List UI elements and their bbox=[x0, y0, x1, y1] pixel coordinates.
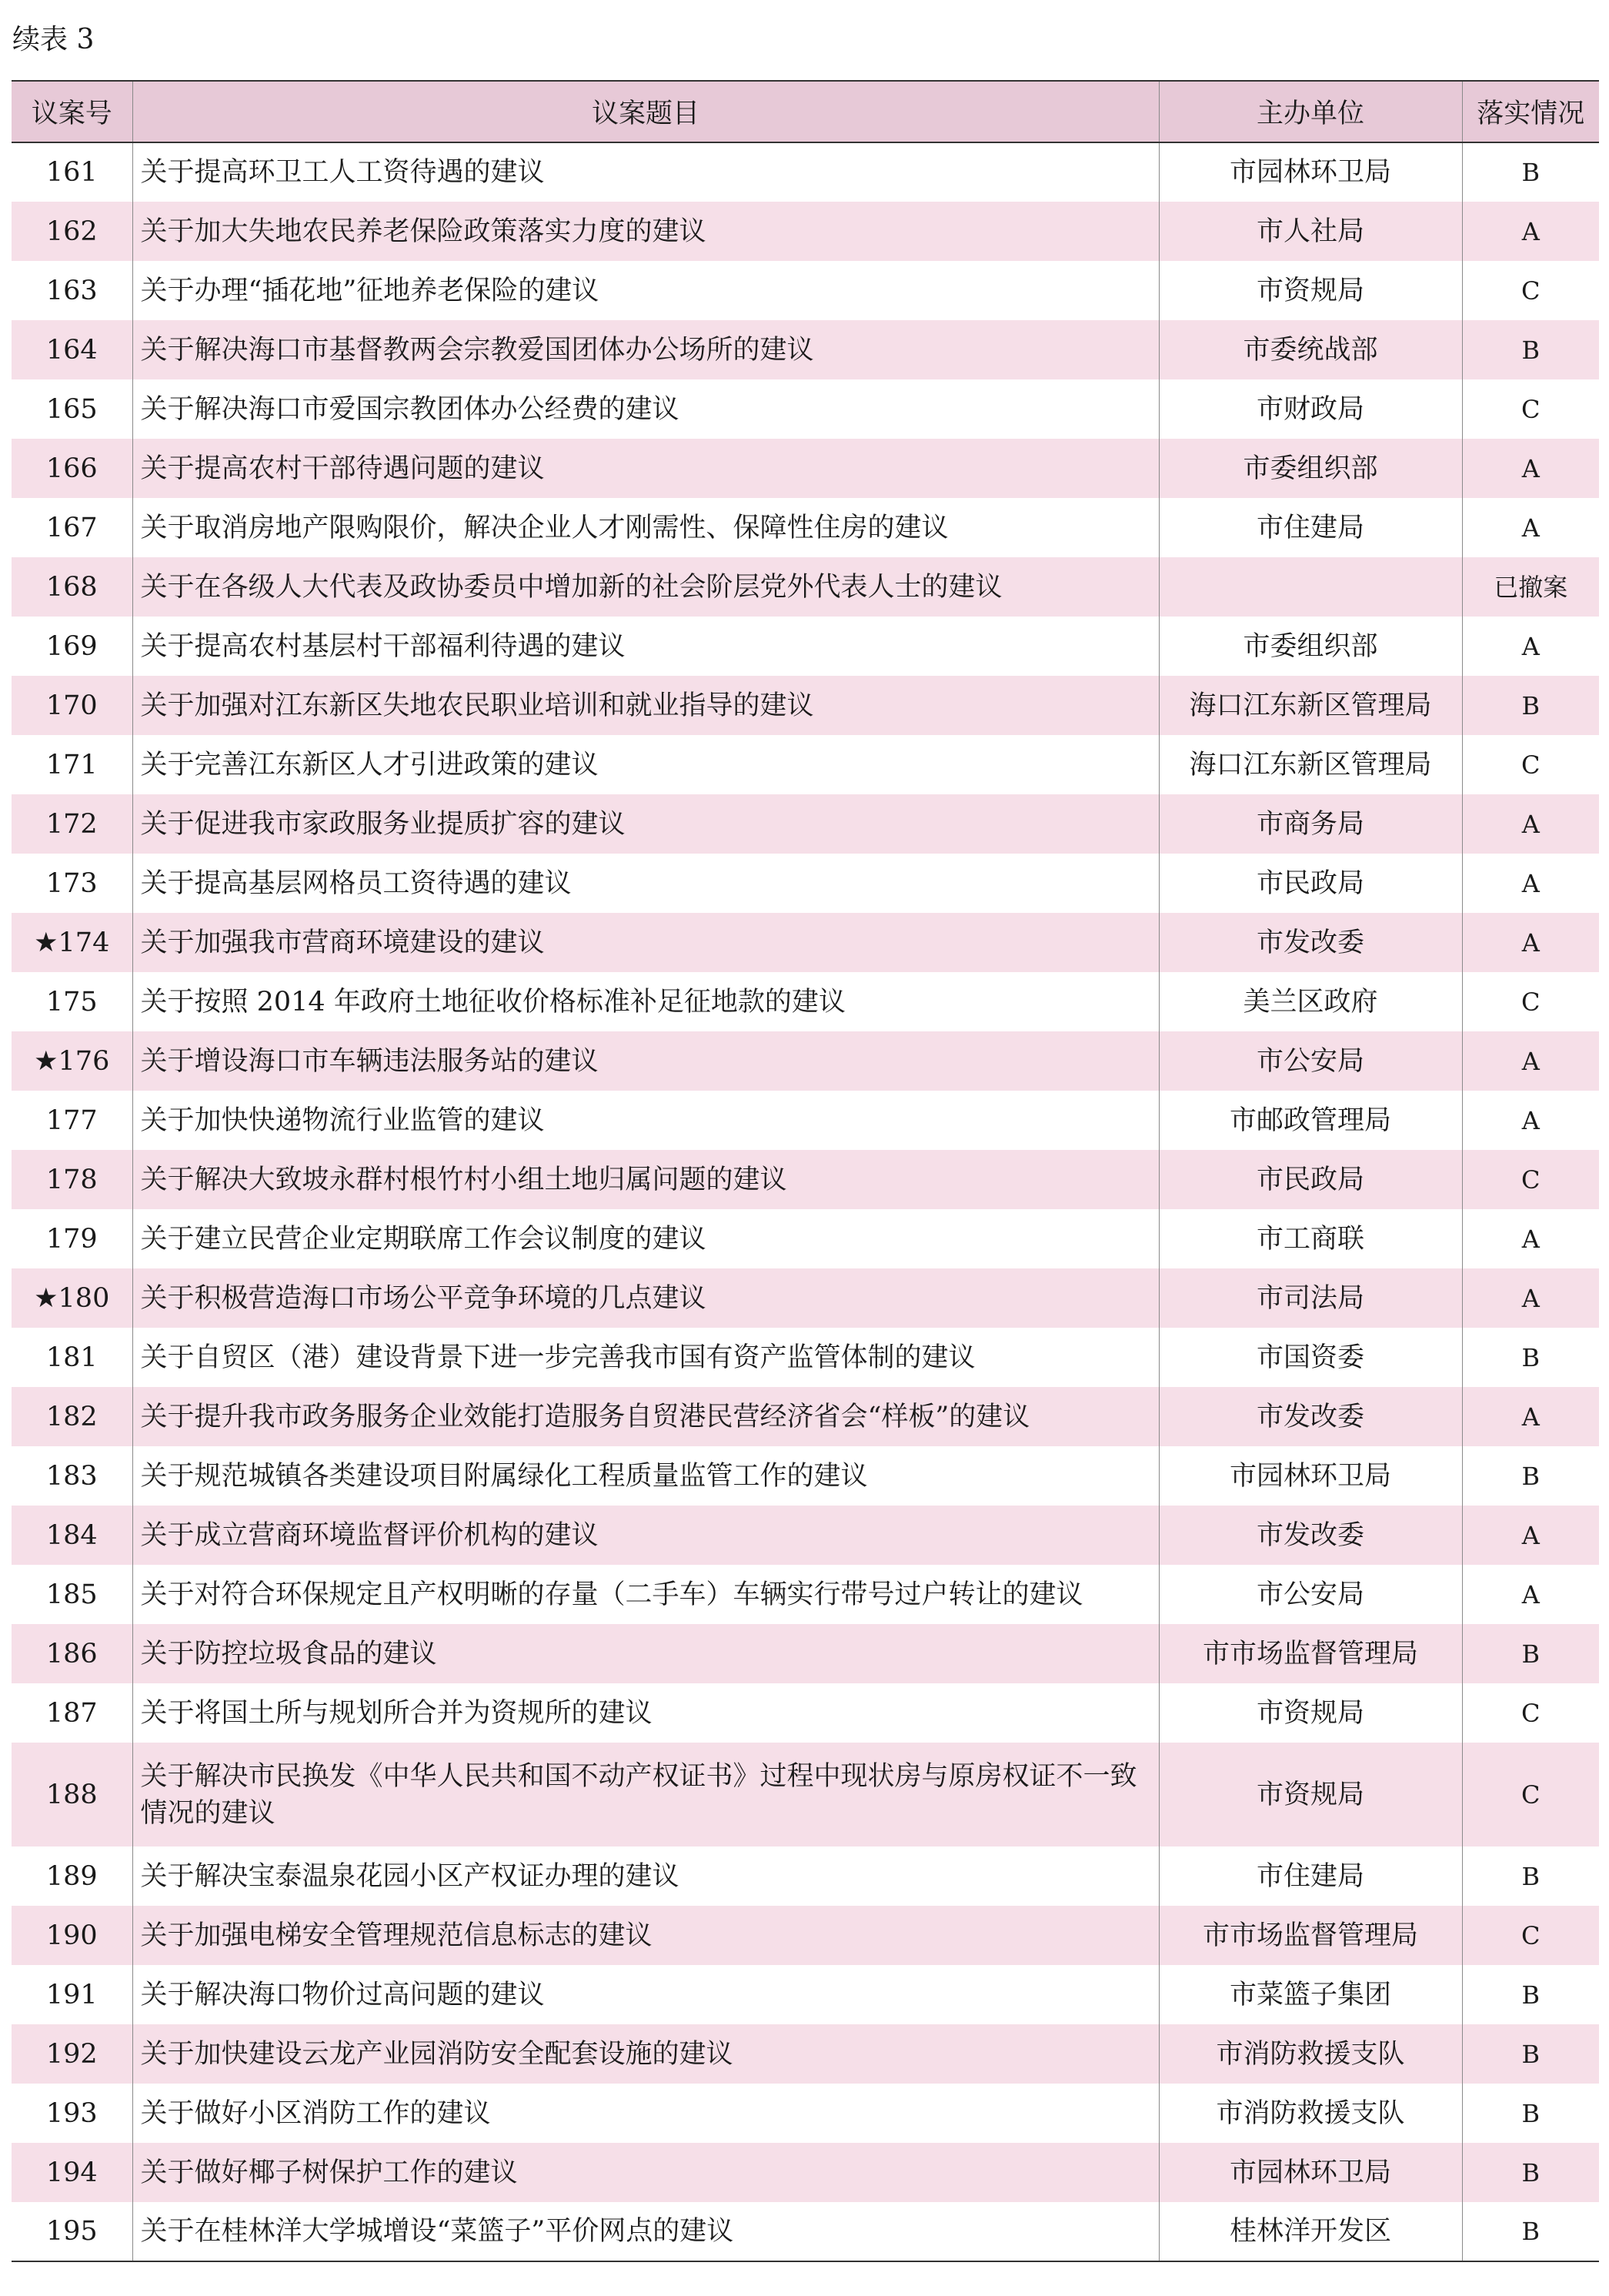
table-row bbox=[12, 972, 1599, 1031]
header-implementation-status: 落实情况 bbox=[1462, 81, 1599, 142]
proposal-title-cell: 关于按照 2014 年政府土地征收价格标准补足征地款的建议 bbox=[132, 972, 1159, 1031]
proposal-number-cell: 177 bbox=[45, 1105, 98, 1136]
host-unit-cell: 市住建局 bbox=[1159, 1846, 1462, 1906]
table-header-row bbox=[12, 81, 1599, 142]
host-unit-cell: 市消防救援支队 bbox=[1159, 2084, 1462, 2143]
proposal-number-cell: 185 bbox=[45, 1579, 98, 1610]
host-unit-cell: 市委组织部 bbox=[1159, 439, 1462, 498]
proposal-number-cell: 161 bbox=[45, 157, 98, 188]
proposal-number-cell: ★174 bbox=[34, 927, 110, 958]
proposal-title-cell: 关于提高基层网格员工资待遇的建议 bbox=[132, 854, 1159, 913]
table-body bbox=[12, 142, 1599, 2261]
table-row bbox=[12, 2024, 1599, 2084]
status-cell: A bbox=[1462, 1268, 1599, 1328]
proposal-title-cell: 关于解决海口市爱国宗教团体办公经费的建议 bbox=[132, 379, 1159, 439]
table-row bbox=[12, 1209, 1599, 1268]
header-proposal-title: 议案题目 bbox=[132, 81, 1159, 142]
status-cell: C bbox=[1462, 1150, 1599, 1209]
proposal-number-cell: 171 bbox=[45, 749, 98, 780]
table-row bbox=[12, 735, 1599, 794]
proposal-number-cell: ★176 bbox=[34, 1045, 110, 1077]
host-unit-cell: 海口江东新区管理局 bbox=[1159, 676, 1462, 735]
table-row bbox=[12, 1565, 1599, 1624]
proposal-title-cell: 关于解决宝泰温泉花园小区产权证办理的建议 bbox=[132, 1846, 1159, 1906]
host-unit-cell: 市商务局 bbox=[1159, 794, 1462, 854]
status-cell: C bbox=[1462, 735, 1599, 794]
proposal-title-cell: 关于办理“插花地”征地养老保险的建议 bbox=[132, 261, 1159, 320]
status-cell: C bbox=[1462, 1906, 1599, 1965]
proposal-number-cell: 184 bbox=[45, 1519, 98, 1551]
proposal-number-cell: 166 bbox=[45, 453, 98, 484]
table-row bbox=[12, 379, 1599, 439]
host-unit-cell: 市住建局 bbox=[1159, 498, 1462, 557]
proposal-number-cell: 173 bbox=[45, 867, 98, 899]
proposal-title-cell: 关于提高环卫工人工资待遇的建议 bbox=[132, 142, 1159, 202]
proposal-number-cell: ★180 bbox=[34, 1282, 110, 1314]
proposal-title-cell: 关于建立民营企业定期联席工作会议制度的建议 bbox=[132, 1209, 1159, 1268]
proposal-number-cell: 172 bbox=[45, 808, 98, 840]
host-unit-cell: 市委组织部 bbox=[1159, 617, 1462, 676]
host-unit-cell: 市发改委 bbox=[1159, 913, 1462, 972]
proposal-title-cell: 关于对符合环保规定且产权明晰的存量（二手车）车辆实行带号过户转让的建议 bbox=[132, 1565, 1159, 1624]
status-cell: A bbox=[1462, 439, 1599, 498]
proposal-title-cell: 关于提升我市政务服务企业效能打造服务自贸港民营经济省会“样板”的建议 bbox=[132, 1387, 1159, 1446]
proposal-title-cell: 关于解决大致坡永群村根竹村小组土地归属问题的建议 bbox=[132, 1150, 1159, 1209]
table-row bbox=[12, 439, 1599, 498]
host-unit-cell: 市人社局 bbox=[1159, 202, 1462, 261]
status-cell: C bbox=[1462, 972, 1599, 1031]
proposal-title-cell: 关于解决海口市基督教两会宗教爱国团体办公场所的建议 bbox=[132, 320, 1159, 379]
proposal-number-cell: 182 bbox=[45, 1401, 98, 1432]
table-row bbox=[12, 202, 1599, 261]
proposal-number-cell: 178 bbox=[45, 1164, 98, 1195]
table-row bbox=[12, 1031, 1599, 1091]
table-row bbox=[12, 1743, 1599, 1846]
host-unit-cell: 海口江东新区管理局 bbox=[1159, 735, 1462, 794]
proposal-number-cell: 162 bbox=[45, 216, 98, 247]
proposal-number-cell: 187 bbox=[45, 1697, 98, 1729]
proposal-title-cell: 关于做好椰子树保护工作的建议 bbox=[132, 2143, 1159, 2202]
proposal-number-cell: 165 bbox=[45, 393, 98, 425]
host-unit-cell: 市资规局 bbox=[1159, 1683, 1462, 1743]
host-unit-cell: 市资规局 bbox=[1159, 1743, 1462, 1846]
proposal-title-cell: 关于解决海口物价过高问题的建议 bbox=[132, 1965, 1159, 2024]
proposal-title-cell: 关于加快快递物流行业监管的建议 bbox=[132, 1091, 1159, 1150]
proposal-title-cell: 关于提高农村干部待遇问题的建议 bbox=[132, 439, 1159, 498]
proposal-number-cell: 181 bbox=[45, 1342, 98, 1373]
host-unit-cell: 市园林环卫局 bbox=[1159, 142, 1462, 202]
table-row bbox=[12, 1150, 1599, 1209]
host-unit-cell: 市园林环卫局 bbox=[1159, 2143, 1462, 2202]
proposal-title-cell: 关于解决市民换发《中华人民共和国不动产权证书》过程中现状房与原房权证不一致情况的建议 bbox=[132, 1743, 1159, 1846]
status-cell: B bbox=[1462, 676, 1599, 735]
host-unit-cell: 市消防救援支队 bbox=[1159, 2024, 1462, 2084]
status-cell: A bbox=[1462, 1387, 1599, 1446]
proposal-title-cell: 关于完善江东新区人才引进政策的建议 bbox=[132, 735, 1159, 794]
proposal-number-cell: 163 bbox=[45, 275, 98, 306]
table-row bbox=[12, 617, 1599, 676]
proposal-number-cell: 170 bbox=[45, 690, 98, 721]
host-unit-cell: 市市场监督管理局 bbox=[1159, 1624, 1462, 1683]
proposal-number-cell: 189 bbox=[45, 1860, 98, 1892]
proposal-number-cell: 188 bbox=[45, 1779, 98, 1810]
status-cell: A bbox=[1462, 617, 1599, 676]
status-cell: A bbox=[1462, 1565, 1599, 1624]
proposal-number-cell: 190 bbox=[45, 1920, 98, 1951]
status-cell: B bbox=[1462, 2143, 1599, 2202]
proposal-number-cell: 179 bbox=[45, 1223, 98, 1255]
status-cell: A bbox=[1462, 1209, 1599, 1268]
status-cell: A bbox=[1462, 854, 1599, 913]
proposal-number-cell: 167 bbox=[45, 512, 98, 543]
status-cell: 已撤案 bbox=[1462, 557, 1599, 617]
header-host-unit: 主办单位 bbox=[1159, 81, 1462, 142]
proposal-number-cell: 183 bbox=[45, 1460, 98, 1492]
status-cell: B bbox=[1462, 320, 1599, 379]
proposal-number-cell: 168 bbox=[45, 571, 98, 603]
table-row bbox=[12, 557, 1599, 617]
host-unit-cell: 市发改委 bbox=[1159, 1387, 1462, 1446]
status-cell: A bbox=[1462, 1031, 1599, 1091]
proposal-title-cell: 关于提高农村基层村干部福利待遇的建议 bbox=[132, 617, 1159, 676]
status-cell: B bbox=[1462, 2024, 1599, 2084]
table-caption: 续表 3 bbox=[12, 24, 95, 55]
table-row bbox=[12, 1446, 1599, 1506]
table-row bbox=[12, 1624, 1599, 1683]
status-cell: A bbox=[1462, 1091, 1599, 1150]
table-row bbox=[12, 261, 1599, 320]
status-cell: B bbox=[1462, 1846, 1599, 1906]
host-unit-cell: 美兰区政府 bbox=[1159, 972, 1462, 1031]
table-row bbox=[12, 2084, 1599, 2143]
host-unit-cell: 市园林环卫局 bbox=[1159, 1446, 1462, 1506]
proposal-title-cell: 关于在各级人大代表及政协委员中增加新的社会阶层党外代表人士的建议 bbox=[132, 557, 1159, 617]
proposal-number-cell: 195 bbox=[12, 2202, 132, 2261]
status-cell: A bbox=[1462, 794, 1599, 854]
table-row bbox=[12, 320, 1599, 379]
status-cell: C bbox=[1462, 1683, 1599, 1743]
host-unit-cell: 市市场监督管理局 bbox=[1159, 1906, 1462, 1965]
status-cell: A bbox=[1462, 1506, 1599, 1565]
table-row bbox=[12, 1387, 1599, 1446]
status-cell: B bbox=[1462, 2202, 1599, 2261]
proposal-title-cell: 关于自贸区（港）建设背景下进一步完善我市国有资产监管体制的建议 bbox=[132, 1328, 1159, 1387]
proposal-number-cell: 194 bbox=[45, 2157, 98, 2188]
host-unit-cell: 市民政局 bbox=[1159, 1150, 1462, 1209]
status-cell: B bbox=[1462, 1624, 1599, 1683]
proposal-title-cell: 关于加大失地农民养老保险政策落实力度的建议 bbox=[132, 202, 1159, 261]
table-row bbox=[12, 1328, 1599, 1387]
proposal-title-cell: 关于规范城镇各类建设项目附属绿化工程质量监管工作的建议 bbox=[132, 1446, 1159, 1506]
proposal-title-cell: 关于积极营造海口市场公平竞争环境的几点建议 bbox=[132, 1268, 1159, 1328]
host-unit-cell: 市财政局 bbox=[1159, 379, 1462, 439]
proposal-title-cell: 关于加强我市营商环境建设的建议 bbox=[132, 913, 1159, 972]
proposal-number-cell: 192 bbox=[45, 2038, 98, 2070]
status-cell: B bbox=[1462, 1446, 1599, 1506]
host-unit-cell: 市民政局 bbox=[1159, 854, 1462, 913]
proposal-number-cell: 193 bbox=[45, 2097, 98, 2129]
host-unit-cell: 市委统战部 bbox=[1159, 320, 1462, 379]
proposal-number-cell: 191 bbox=[45, 1979, 98, 2010]
proposal-title-cell: 关于做好小区消防工作的建议 bbox=[132, 2084, 1159, 2143]
table-row bbox=[12, 498, 1599, 557]
status-cell: B bbox=[1462, 142, 1599, 202]
table-row bbox=[12, 1268, 1599, 1328]
proposal-number-cell: 169 bbox=[45, 630, 98, 662]
proposal-title-cell: 关于在桂林洋大学城增设“菜篮子”平价网点的建议 bbox=[132, 2202, 1159, 2261]
status-cell: A bbox=[1462, 202, 1599, 261]
table-row bbox=[12, 676, 1599, 735]
table-row bbox=[12, 1906, 1599, 1965]
host-unit-cell: 市司法局 bbox=[1159, 1268, 1462, 1328]
table-row bbox=[12, 1683, 1599, 1743]
status-cell: A bbox=[1462, 913, 1599, 972]
host-unit-cell: 市公安局 bbox=[1159, 1565, 1462, 1624]
table-row bbox=[12, 794, 1599, 854]
proposal-title-cell: 关于将国土所与规划所合并为资规所的建议 bbox=[132, 1683, 1159, 1743]
proposal-table bbox=[12, 80, 1599, 2262]
table-row bbox=[12, 1965, 1599, 2024]
host-unit-cell: 市公安局 bbox=[1159, 1031, 1462, 1091]
table-row bbox=[12, 2143, 1599, 2202]
table-row bbox=[12, 1846, 1599, 1906]
host-unit-cell: 市资规局 bbox=[1159, 261, 1462, 320]
table-row bbox=[12, 854, 1599, 913]
table-row bbox=[12, 1506, 1599, 1565]
host-unit-cell: 市邮政管理局 bbox=[1159, 1091, 1462, 1150]
status-cell: B bbox=[1462, 2084, 1599, 2143]
host-unit-cell: 市菜篮子集团 bbox=[1159, 1965, 1462, 2024]
proposal-title-cell: 关于加强电梯安全管理规范信息标志的建议 bbox=[132, 1906, 1159, 1965]
proposal-title-cell: 关于促进我市家政服务业提质扩容的建议 bbox=[132, 794, 1159, 854]
host-unit-cell: 市工商联 bbox=[1159, 1209, 1462, 1268]
table-row bbox=[12, 2202, 1599, 2261]
host-unit-cell bbox=[1159, 557, 1462, 617]
status-cell: C bbox=[1462, 379, 1599, 439]
host-unit-cell: 市国资委 bbox=[1159, 1328, 1462, 1387]
table-row bbox=[12, 142, 1599, 202]
host-unit-cell: 桂林洋开发区 bbox=[1159, 2202, 1462, 2261]
proposal-title-cell: 关于成立营商环境监督评价机构的建议 bbox=[132, 1506, 1159, 1565]
status-cell: C bbox=[1462, 261, 1599, 320]
header-proposal-number: 议案号 bbox=[12, 81, 132, 142]
table-row bbox=[12, 1091, 1599, 1150]
proposal-title-cell: 关于防控垃圾食品的建议 bbox=[132, 1624, 1159, 1683]
status-cell: B bbox=[1462, 1328, 1599, 1387]
status-cell: A bbox=[1462, 498, 1599, 557]
table-row bbox=[12, 913, 1599, 972]
proposal-title-cell: 关于加快建设云龙产业园消防安全配套设施的建议 bbox=[132, 2024, 1159, 2084]
proposal-number-cell: 164 bbox=[45, 334, 98, 366]
status-cell: C bbox=[1462, 1743, 1599, 1846]
host-unit-cell: 市发改委 bbox=[1159, 1506, 1462, 1565]
proposal-title-cell: 关于取消房地产限购限价，解决企业人才刚需性、保障性住房的建议 bbox=[132, 498, 1159, 557]
proposal-number-cell: 186 bbox=[45, 1638, 98, 1669]
proposal-title-cell: 关于加强对江东新区失地农民职业培训和就业指导的建议 bbox=[132, 676, 1159, 735]
status-cell: B bbox=[1462, 1965, 1599, 2024]
proposal-number-cell: 175 bbox=[45, 986, 98, 1018]
proposal-title-cell: 关于增设海口市车辆违法服务站的建议 bbox=[132, 1031, 1159, 1091]
